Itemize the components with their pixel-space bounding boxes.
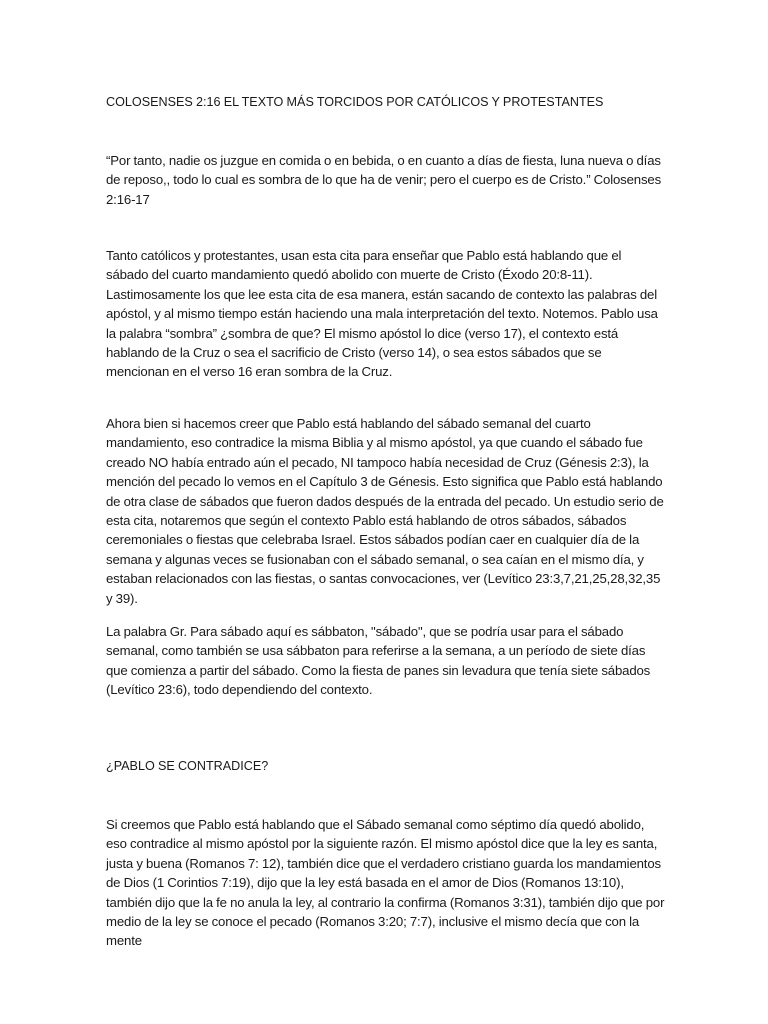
paragraph-3: La palabra Gr. Para sábado aquí es sábbaton, "sábado", que se podría usar para el sábado semanal, como también se usa sábbaton para referirse a la semana, a un período de siete días que comienza a partir del sábado. Como la fiesta de panes sin levadura que tenía siete sábados (Levítico 23:6), todo dependiendo del contexto. [106, 624, 651, 698]
document-title: COLOSENSES 2:16 EL TEXTO MÁS TORCIDOS POR CATÓLICOS Y PROTESTANTES [106, 95, 604, 109]
paragraph-2: Ahora bien si hacemos creer que Pablo está hablando del sábado semanal del cuarto mandamiento, eso contradice la misma Biblia y al mismo apóstol, ya que cuando el sábado fue creado NO había entrado aún el pecado, NI tampoco había necesidad de Cruz (Génesis 2:3), la mención del pecado lo vemos en el Capítulo 3 de Génesis. Esto significa que Pablo está hablando de otra clase de sábados que fueron dados después de la entrada del pecado. Un estudio serio de esta cita, notaremos que según el contexto Pablo está hablando de otros sábados, sábados ceremoniales o fiestas que celebraba Israel. Estos sábados podían caer en cualquier día de la semana y algunas veces se fusionaban con el sábado semanal, o sea caían en el mismo día, y estaban relacionados con las fiestas, o santas convocaciones, ver (Levítico 23:3,7,21,25,28,32,35 y 39). [106, 416, 664, 606]
paragraph-1: Tanto católicos y protestantes, usan esta cita para enseñar que Pablo está hablando que el sábado del cuarto mandamiento quedó abolido con muerte de Cristo (Éxodo 20:8-11). Lastimosamente los que lee esta cita de esa manera, están sacando de contexto las palabras del apóstol, y al mismo tiempo están haciendo una mala interpretación del texto. Notemos. Pablo usa la palabra “sombra” ¿sombra de que? El mismo apóstol lo dice (verso 17), el contexto está hablando de la Cruz o sea el sacrificio de Cristo (verso 14), o sea estos sábados que se mencionan en el verso 16 eran sombra de la Cruz. [106, 248, 658, 380]
paragraph-4: Si creemos que Pablo está hablando que el Sábado semanal como séptimo día quedó abolido, eso contradice al mismo apóstol por la siguiente razón. El mismo apóstol dice que la ley es santa, justa y buena (Romanos 7: 12), también dice que el verdadero cristiano guarda los mandamientos de Dios (1 Corintios 7:19), dijo que la ley está basada en el amor de Dios (Romanos 13:10), también dijo que la fe no anula la ley, al contrario la confirma (Romanos 3:31), también dijo que por medio de la ley se conoce el pecado (Romanos 3:20; 7:7), inclusive el mismo decía que con la mente [106, 817, 665, 949]
section-subheading: ¿PABLO SE CONTRADICE? [106, 759, 269, 773]
opening-quote: “Por tanto, nadie os juzgue en comida o en bebida, o en cuanto a días de fiesta, luna nueva o días de reposo,, todo lo cual es sombra de lo que ha de venir; pero el cuerpo es de Cristo.” Colosenses 2:16-17 [106, 153, 662, 207]
